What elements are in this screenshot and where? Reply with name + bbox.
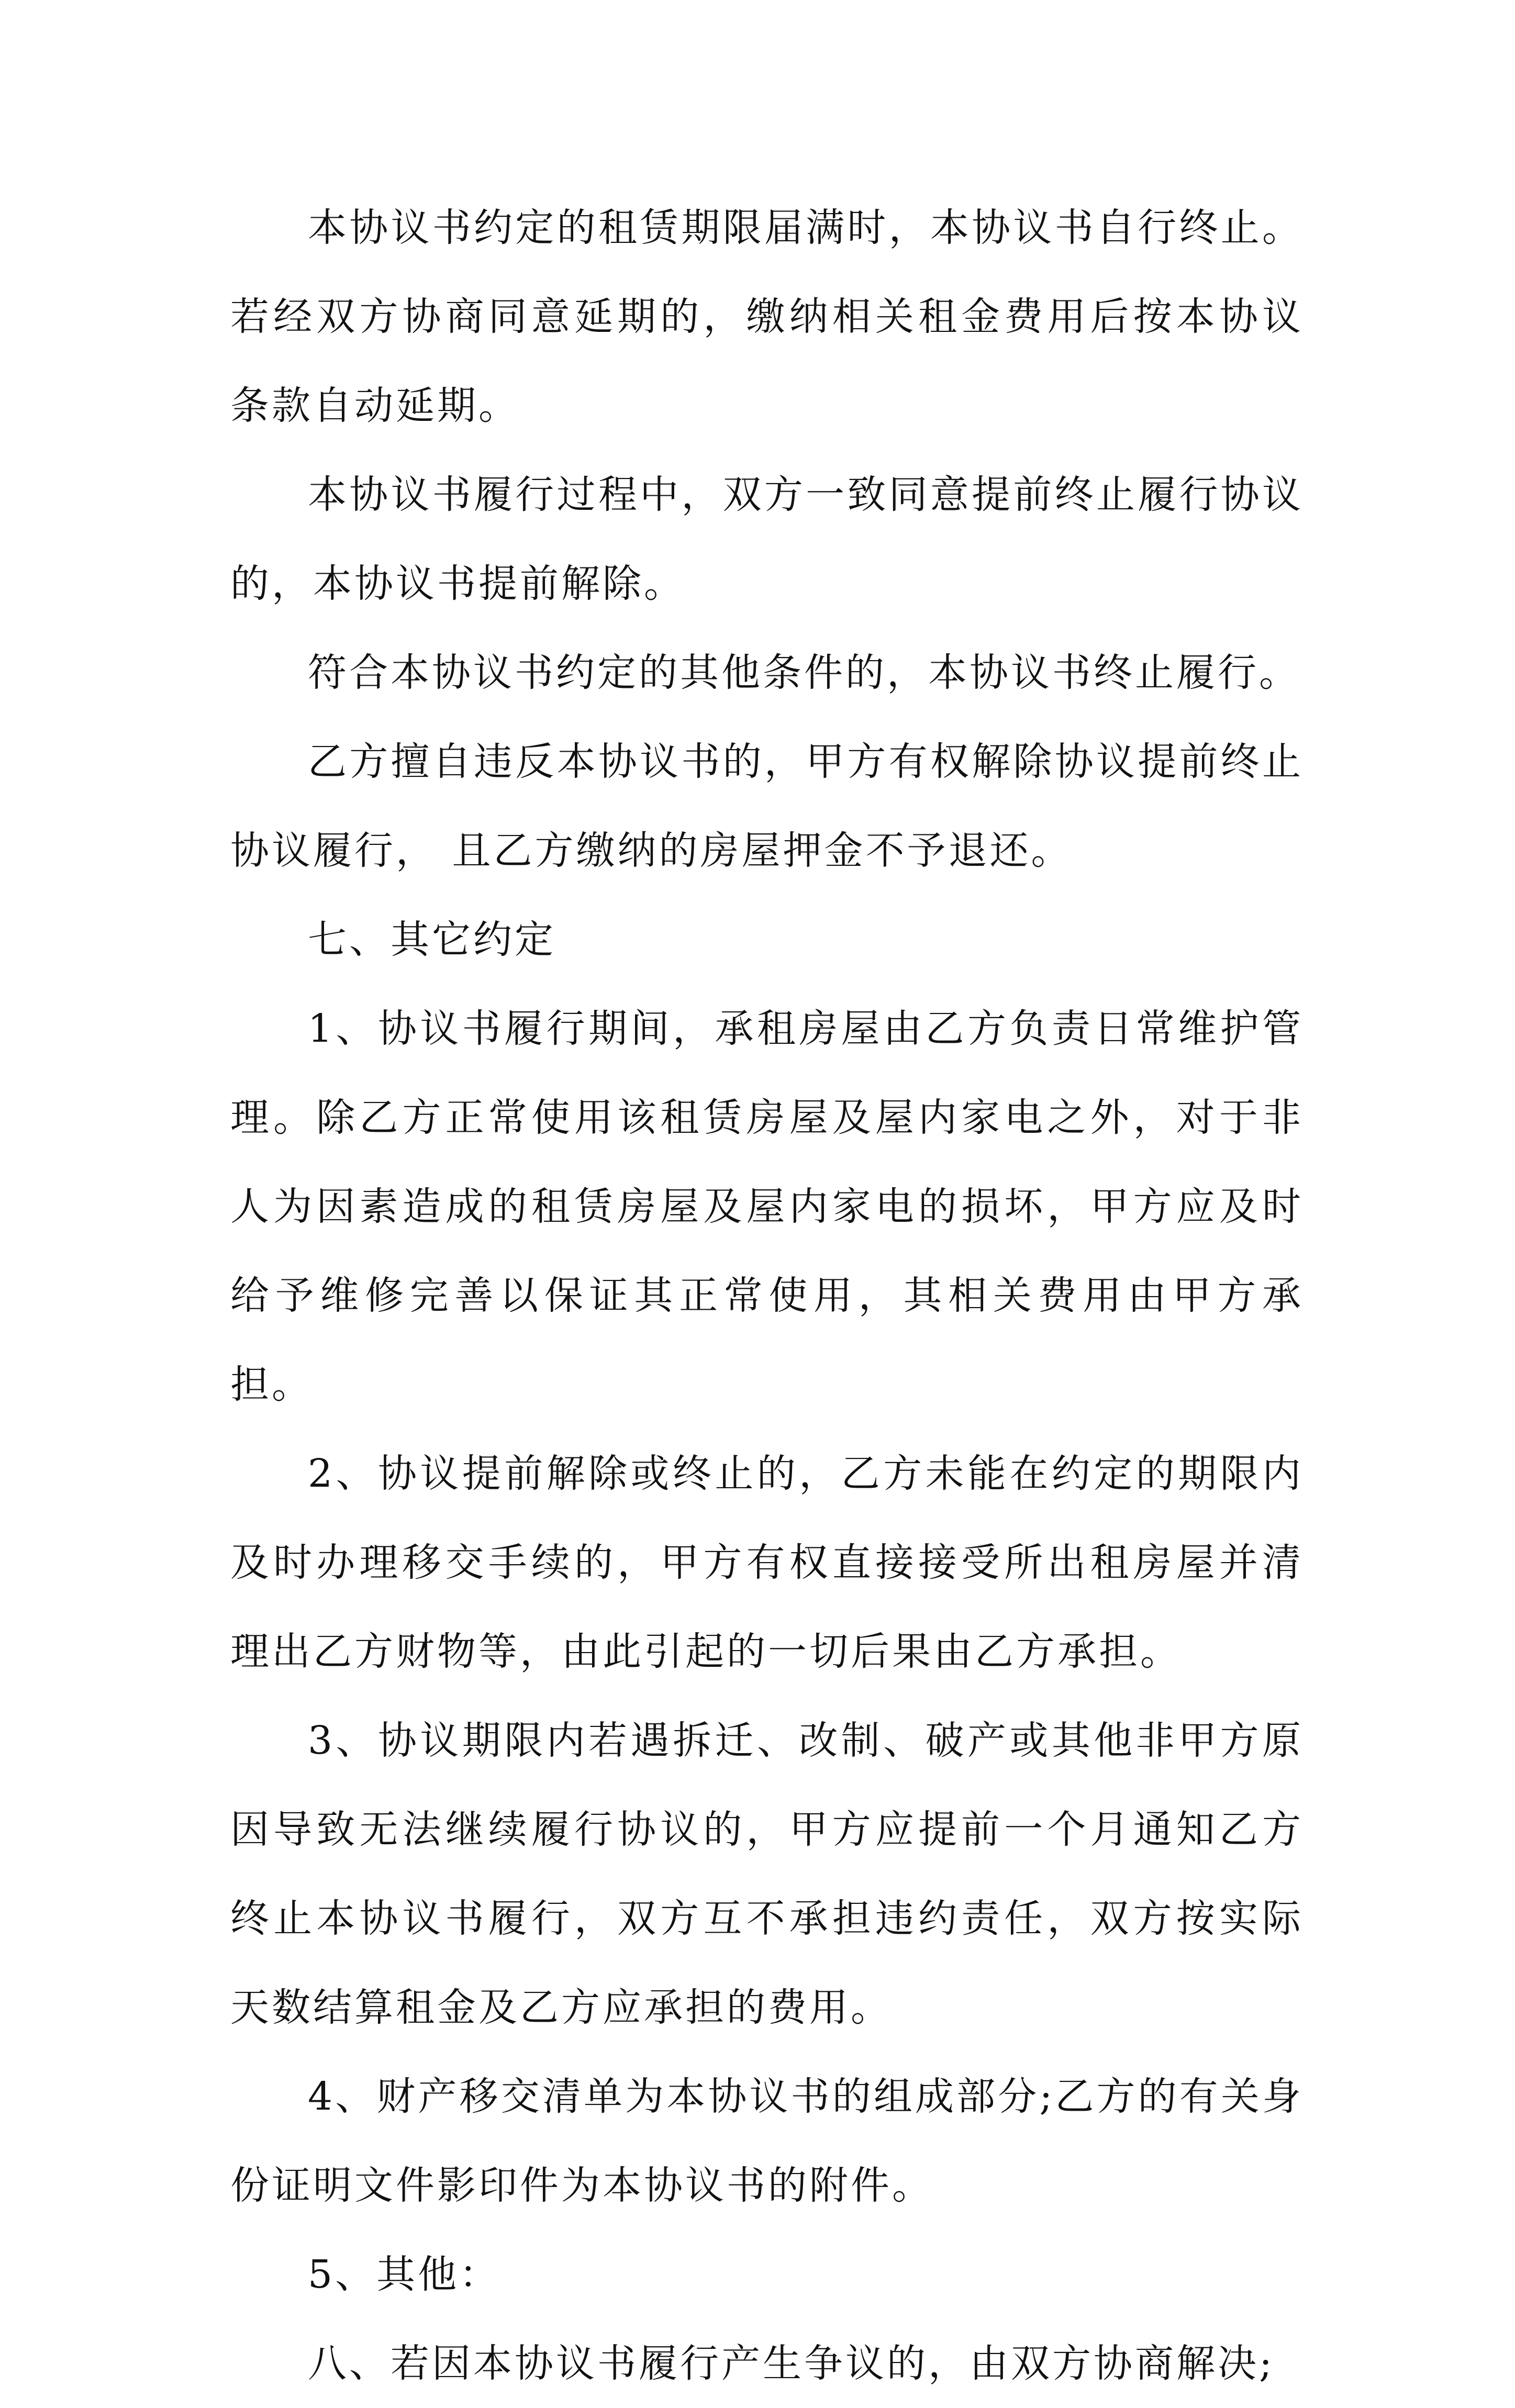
clause-4-attachments: 4、财产移交清单为本协议书的组成部分;乙方的有关身份证明文件影印件为本协议书的附件。 <box>230 2074 1304 2208</box>
section-heading-other-agreements: 七、其它约定 <box>308 917 556 962</box>
paragraph-termination-expiry: 本协议书约定的租赁期限届满时，本协议书自行终止。若经双方协商同意延期的，缴纳相关租金费用后按本协议条款自动延期。 <box>230 205 1304 428</box>
paragraph-early-termination: 本协议书履行过程中，双方一致同意提前终止履行协议的，本协议书提前解除。 <box>230 472 1304 606</box>
clause-5-other: 5、其他： <box>308 2252 501 2297</box>
clause-3-force-majeure: 3、协议期限内若遇拆迁、改制、破产或其他非甲方原因导致无法继续履行协议的，甲方应提前一个月通知乙方终止本协议书履行，双方互不承担违约责任，双方按实际天数结算租金及乙方应承担的费用。 <box>230 1718 1304 2030</box>
document-body <box>230 183 1304 2408</box>
paragraph-violation: 乙方擅自违反本协议书的，甲方有权解除协议提前终止协议履行， 且乙方缴纳的房屋押金不予退还。 <box>230 739 1304 873</box>
paragraph-other-conditions: 符合本协议书约定的其他条件的，本协议书终止履行。 <box>308 650 1300 695</box>
clause-2-handover: 2、协议提前解除或终止的，乙方未能在约定的期限内及时办理移交手续的，甲方有权直接接受所出租房屋并清理出乙方财物等，由此引起的一切后果由乙方承担。 <box>230 1451 1304 1674</box>
section-heading-disputes: 八、若因本协议书履行产生争议的，由双方协商解决; <box>308 2341 1275 2386</box>
clause-1-maintenance: 1、协议书履行期间，承租房屋由乙方负责日常维护管理。除乙方正常使用该租赁房屋及屋内家电之外，对于非人为因素造成的租赁房屋及屋内家电的损坏，甲方应及时给予维修完善以保证其正常使用，其相关费用由甲方承担。 <box>230 1006 1304 1407</box>
